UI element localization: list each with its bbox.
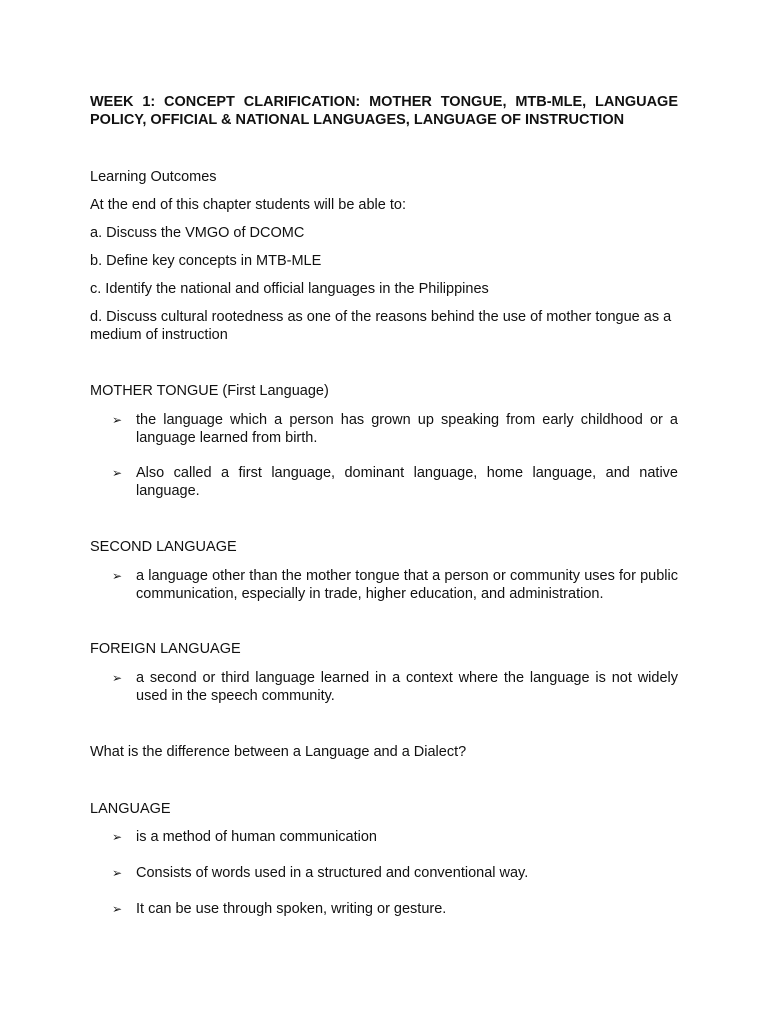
bullet-text: the language which a person has grown up speaking from early childhood or a language learned from birth.: [136, 412, 678, 446]
outcome-item-b: b. Define key concepts in MTB-MLE: [90, 253, 322, 269]
learning-outcomes-intro: At the end of this chapter students will be able to:: [90, 197, 406, 213]
bullet-text: is a method of human communication: [136, 829, 377, 845]
bullet-text: a language other than the mother tongue that a person or community uses for public communication, especially in trade, higher education, and administration.: [136, 568, 678, 602]
language-heading: LANGUAGE: [90, 801, 171, 817]
language-dialect-question: What is the difference between a Language and a Dialect?: [90, 744, 467, 760]
document-title: [90, 93, 678, 129]
bullet-text: a second or third language learned in a context where the language is not widely used in the speech community.: [136, 670, 678, 704]
title-line-2: POLICY, OFFICIAL & NATIONAL LANGUAGES, LANGUAGE OF INSTRUCTION: [90, 112, 625, 128]
learning-outcomes-heading: Learning Outcomes: [90, 169, 217, 185]
arrow-bullet-icon: ➢: [112, 866, 123, 880]
second-language-heading: SECOND LANGUAGE: [90, 539, 237, 555]
arrow-bullet-icon: ➢: [112, 569, 123, 583]
mother-tongue-heading: MOTHER TONGUE (First Language): [90, 383, 329, 399]
outcome-item-d: d. Discuss cultural rootedness as one of the reasons behind the use of mother tongue as a medium of instruction: [90, 309, 672, 343]
bullet-text: Also called a first language, dominant language, home language, and native language.: [136, 465, 678, 499]
arrow-bullet-icon: ➢: [112, 671, 123, 685]
bullet-text: Consists of words used in a structured and conventional way.: [136, 865, 529, 881]
foreign-language-heading: FOREIGN LANGUAGE: [90, 641, 241, 657]
arrow-bullet-icon: ➢: [112, 466, 123, 480]
arrow-bullet-icon: ➢: [112, 902, 123, 916]
outcome-item-c: c. Identify the national and official languages in the Philippines: [90, 281, 489, 297]
bullet-text: It can be use through spoken, writing or gesture.: [136, 901, 447, 917]
arrow-bullet-icon: ➢: [112, 413, 123, 427]
outcome-item-a: a. Discuss the VMGO of DCOMC: [90, 225, 305, 241]
arrow-bullet-icon: ➢: [112, 830, 123, 844]
title-line-1: WEEK 1: CONCEPT CLARIFICATION: MOTHER TONGUE, MTB-MLE, LANGUAGE: [90, 94, 678, 110]
